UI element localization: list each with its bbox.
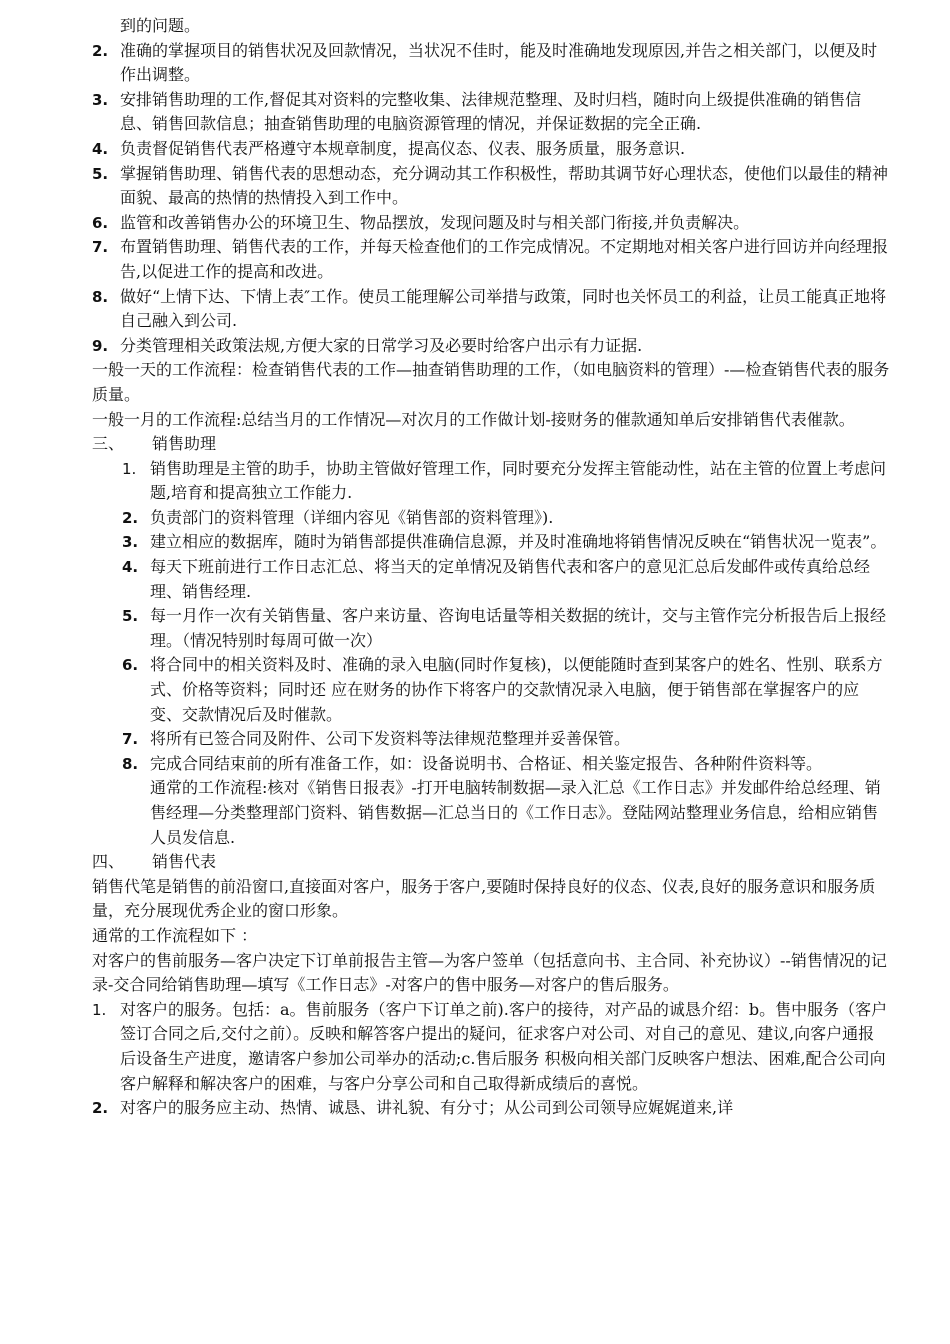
list-item: [92, 285, 890, 334]
item-text: 建立相应的数据库，随时为销售部提供准确信息源，并及时准确地将销售情况反映在“销售状况一览表”。: [150, 532, 887, 552]
monthly-flow-paragraph: 一般一月的工作流程:总结当月的工作情况—对次月的工作做计划-接财务的催款通知单后安排销售代表催款。: [92, 409, 855, 429]
section-title: 销售助理: [152, 434, 217, 454]
item-number: 6.: [92, 213, 109, 232]
item-number: 2.: [92, 1099, 109, 1118]
item-text: 准确的掌握项目的销售状况及回款情况，当状况不佳时，能及时准确地发现原因,并告之相关部门，以便及时作出调整。: [120, 40, 878, 85]
list-item: [92, 39, 890, 88]
list-item: [122, 752, 890, 777]
item-text: 将合同中的相关资料及时、准确的录入电脑(同时作复核)，以便能随时查到某客户的姓名、性别、联系方式、价格等资料；同时还 应在财务的协作下将客户的交款情况录入电脑，便于销售部在掌握客户的应变、交款情况后及时催款。: [150, 655, 883, 724]
list-item: [122, 727, 890, 752]
item-text: 布置销售助理、销售代表的工作，并每天检查他们的工作完成情况。不定期地对相关客户进行回访并向经理报告,以促进工作的提高和改进。: [120, 237, 889, 281]
sales-assistant-list: [122, 457, 890, 851]
list-item: [122, 604, 890, 653]
list-item: [92, 137, 890, 162]
item-text: 每天下班前进行工作日志汇总、将当天的定单情况及销售代表和客户的意见汇总后发邮件或传真给总经理、销售经理.: [150, 557, 871, 601]
sales-rep-intro: 销售代笔是销售的前沿窗口,直接面对客户，服务于客户,要随时保持良好的仪态、仪表,良好的服务意识和服务质量，充分展现优秀企业的窗口形象。: [92, 876, 876, 921]
item-number: 3.: [122, 533, 139, 552]
item-number: 6.: [122, 656, 139, 675]
item-number: 7.: [92, 238, 109, 257]
item-text: 安排销售助理的工作,督促其对资料的完整收集、法律规范整理、及时归档，随时向上级提供准确的销售信息、销售回款信息；抽查销售助理的电脑资源管理的情况，并保证数据的完全正确.: [120, 89, 862, 134]
section-heading-sales-assistant: [92, 432, 890, 457]
item-text: 负责督促销售代表严格遵守本规章制度，提高仪态、仪表、服务质量，服务意识.: [120, 138, 686, 158]
list-item: [122, 506, 890, 531]
list-item: [92, 88, 890, 137]
sales-rep-list: [92, 998, 890, 1121]
item-text: 监管和改善销售办公的环境卫生、物品摆放，发现问题及时与相关部门衔接,并负责解决。: [120, 212, 750, 232]
list-item: [122, 530, 890, 555]
list-item: [122, 457, 890, 506]
list-item: [122, 653, 890, 727]
list-item: [92, 235, 890, 284]
item-number: 1.: [92, 1000, 107, 1019]
list-item: [92, 1096, 890, 1121]
item-text: 每一月作一次有关销售量、客户来访量、咨询电话量等相关数据的统计，交与主管作完分析报告后上报经理。（情况特别时每周可做一次）: [150, 606, 887, 650]
daily-flow-paragraph: 一般一天的工作流程：检查销售代表的工作—抽查销售助理的工作，（如电脑资料的管理）-—检查销售代表的服务质量。: [92, 360, 890, 404]
item-number: 5.: [122, 607, 139, 626]
item-number: 7.: [122, 730, 139, 749]
item-text: 对客户的服务。包括：a。售前服务（客户下订单之前).客户的接待，对产品的诚恳介绍：b。售中服务（客户签订合同之后,交付之前）。反映和解答客户提出的疑问，征求客户对公司、对自己的意见、建议,向客户通报后设备生产进度，邀请客户参加公司举办的活动;c.售后服务 积极向相关部门反映客户想法、困难,配合公司向客户解释和解决客户的困难，与客户分享公司和自己取得新成绩后的喜悦。: [120, 999, 888, 1093]
item-text: 分类管理相关政策法规,方便大家的日常学习及必要时给客户出示有力证据.: [120, 335, 643, 355]
item-text: 完成合同结束前的所有准备工作，如：设备说明书、合格证、相关鉴定报告、各种附件资料等。: [150, 753, 823, 773]
item-text: 负责部门的资料管理（详细内容见《销售部的资料管理》).: [150, 507, 554, 527]
item-number: 3.: [92, 90, 109, 109]
list-item: [122, 555, 890, 604]
item-number: 4.: [92, 139, 109, 158]
assistant-flow-paragraph: 通常的工作流程:核对《销售日报表》-打开电脑转制数据—录入汇总《工作日志》并发邮件给总经理、销售经理—分类整理部门资料、销售数据—汇总当日的《工作日志》。登陆网站整理业务信息，给相应销售人员发信息.: [150, 778, 881, 847]
list-item: [92, 998, 890, 1096]
section-title: 销售代表: [152, 852, 217, 872]
item-text: 将所有已签合同及附件、公司下发资料等法律规范整理并妥善保管。: [150, 729, 631, 749]
list-item: [92, 211, 890, 236]
item-text: 做好“上情下达、下情上表″工作。使员工能理解公司举措与政策，同时也关怀员工的利益，让员工能真正地将自己融入到公司.: [120, 286, 887, 331]
section-number: 三、: [92, 434, 125, 454]
item-text: 掌握销售助理、销售代表的思想动态，充分调动其工作积极性，帮助其调节好心理状态，使他们以最佳的精神面貌、最高的热情的热情投入到工作中。: [120, 163, 889, 208]
item-number: 8.: [92, 287, 109, 306]
supervisor-list: [92, 39, 890, 359]
item-text: 销售助理是主管的助手，协助主管做好管理工作，同时要充分发挥主管能动性，站在主管的位置上考虑问题,培育和提高独立工作能力.: [150, 458, 887, 503]
item-number: 2.: [122, 508, 139, 527]
item-number: 9.: [92, 336, 109, 355]
item-number: 4.: [122, 558, 139, 577]
item-number: 1.: [122, 459, 137, 478]
list-item: [92, 162, 890, 211]
section-number: 四、: [92, 852, 125, 872]
item-number: 2.: [92, 41, 109, 60]
item-number: 5.: [92, 164, 109, 183]
section-heading-sales-representative: [92, 850, 890, 875]
item-number: 8.: [122, 754, 139, 773]
list-item: [92, 334, 890, 359]
continuation-text: 到的问题。: [120, 16, 201, 35]
sales-rep-flow: 对客户的售前服务—客户决定下订单前报告主管—为客户签单（包括意向书、主合同、补充协议）--销售情况的记录-交合同给销售助理—填写《工作日志》-对客户的售中服务—对客户的售后服务。: [92, 950, 887, 995]
sales-rep-flow-label: 通常的工作流程如下 ：: [92, 925, 258, 945]
item-text: 对客户的服务应主动、热情、诚恳、讲礼貌、有分寸；从公司到公司领导应娓娓道来,详: [120, 1098, 734, 1118]
